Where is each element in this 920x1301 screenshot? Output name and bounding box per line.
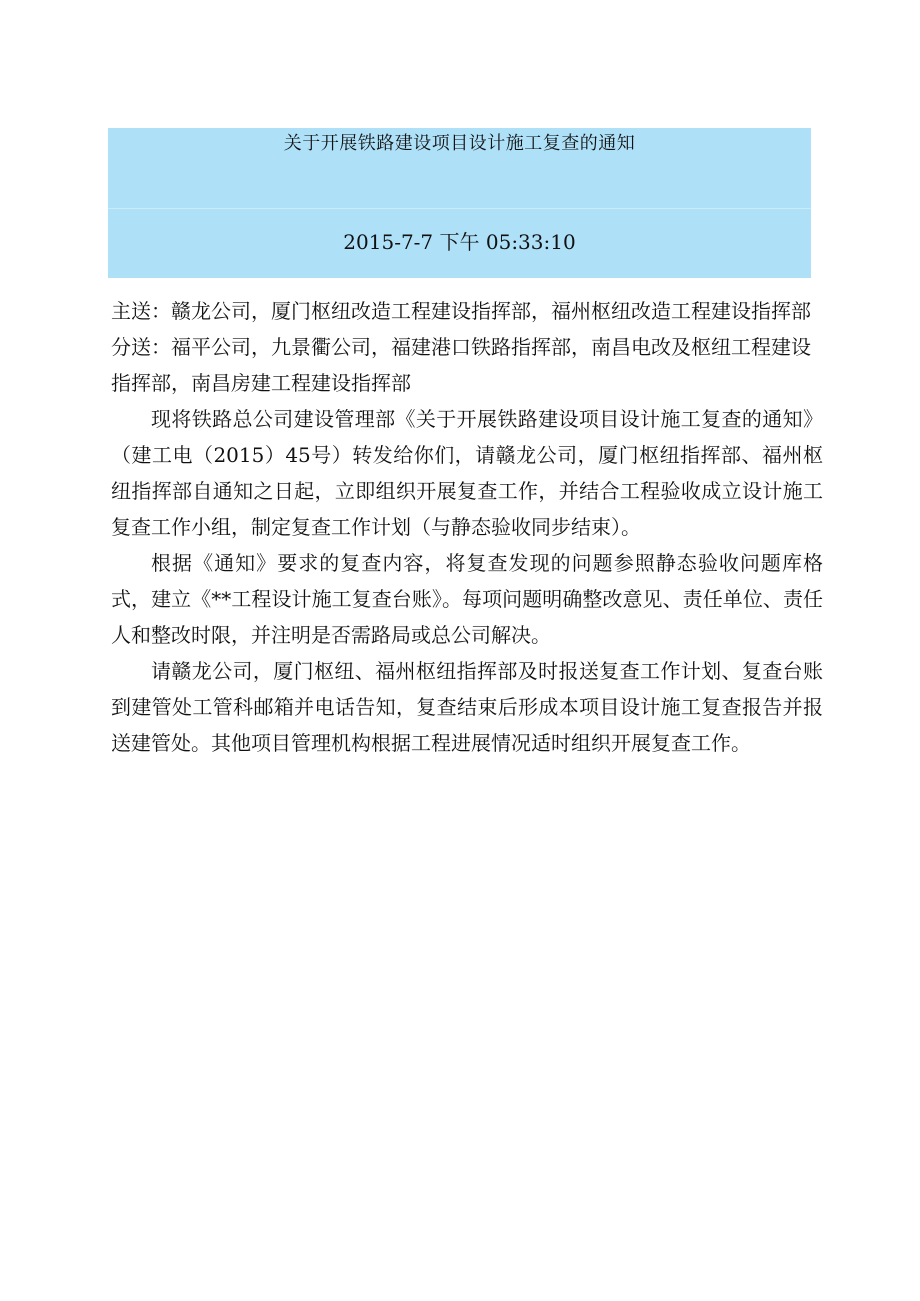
body-paragraph-3: 请赣龙公司，厦门枢纽、福州枢纽指挥部及时报送复查工作计划、复查台账到建管处工管科邮箱并电话告知，复查结束后形成本项目设计施工复查报告并报送建管处。其他项目管理机构根据工程进展情况适时组织开展复查工作。 bbox=[111, 659, 823, 755]
notice-datetime: 2015-7-7 下午 05:33:10 bbox=[343, 230, 576, 254]
notice-title: 关于开展铁路建设项目设计施工复查的通知 bbox=[283, 133, 636, 154]
main-recipients: 主送：赣龙公司，厦门枢纽改造工程建设指挥部，福州枢纽改造工程建设指挥部 bbox=[111, 299, 811, 323]
notice-header bbox=[108, 128, 811, 278]
body-paragraph-2: 根据《通知》要求的复查内容，将复查发现的问题参照静态验收问题库格式，建立《**工程设计施工复查台账》。每项问题明确整改意见、责任单位、责任人和整改时限，并注明是否需路局或总公司解决。 bbox=[111, 551, 823, 647]
copy-recipients: 分送：福平公司，九景衢公司，福建港口铁路指挥部，南昌电改及枢纽工程建设指挥部，南昌房建工程建设指挥部 bbox=[111, 335, 811, 395]
header-divider bbox=[108, 208, 811, 209]
body-paragraph-1: 现将铁路总公司建设管理部《关于开展铁路建设项目设计施工复查的通知》（建工电（2015）45号）转发给你们，请赣龙公司，厦门枢纽指挥部、福州枢纽指挥部自通知之日起，立即组织开展复查工作，并结合工程验收成立设计施工复查工作小组，制定复查工作计划（与静态验收同步结束）。 bbox=[111, 407, 823, 539]
notice-body bbox=[111, 293, 823, 761]
